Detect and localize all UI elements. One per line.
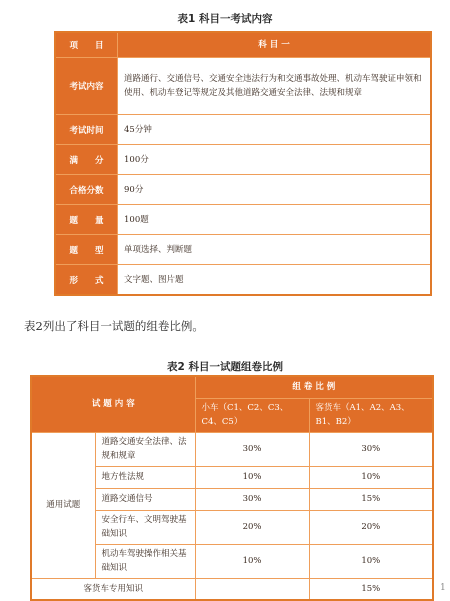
row-label: 题 量 [56,205,118,234]
item-cell: 机动车驾驶操作相关基础知识 [95,544,195,578]
table2-header-row [31,376,433,398]
table1-header-label: 项 目 [56,33,118,57]
car-cell: 30% [195,432,309,466]
row-value: 100题 [124,214,149,225]
row-label: 考试时间 [56,115,118,144]
bus-cell: 10% [309,544,433,578]
row-label: 合格分数 [56,175,118,204]
car-cell: 10% [195,544,309,578]
bus-cell: 15% [309,488,433,510]
car-cell: 30% [195,488,309,510]
table1-row [56,265,430,294]
row-value: 文字题、图片题 [124,274,184,285]
table1-header-value: 科 目 一 [118,33,430,57]
body-paragraph: 表2列出了科目一试题的组卷比例。 [24,319,204,333]
header-content: 试 题 内 容 [31,376,195,432]
table1-row [56,145,430,175]
table1-row [56,175,430,205]
table2 [30,375,434,601]
car-cell: 10% [195,466,309,488]
table1-row [56,205,430,235]
car-cell: 20% [195,510,309,544]
table1-row [56,235,430,265]
bus-cell: 30% [309,432,433,466]
row-value: 45分钟 [124,124,152,135]
row-value: 道路通行、交通信号、交通安全违法行为和交通事故处理、机动车驾驶证申领和使用、机动车登记等规定及其他道路交通安全法律、法规和规章 [124,74,422,98]
header-ratio: 组 卷 比 例 [195,376,433,398]
item-cell: 道路交通安全法律、法规和规章 [95,432,195,466]
table1-row [56,115,430,145]
row-label: 形 式 [56,265,118,294]
table1-row [56,58,430,115]
col-bus: 客货车（A1、A2、A3、B1、B2） [309,398,433,432]
table1-caption: 表1 科目一考试内容 [177,13,273,25]
group-label: 通用试题 [31,432,95,578]
table-row [31,432,433,466]
bus-cell: 10% [309,466,433,488]
table2-caption: 表2 科目一试题组卷比例 [167,361,283,373]
item-cell: 道路交通信号 [95,488,195,510]
row-value: 100分 [124,154,149,165]
row-value: 90分 [124,184,144,195]
row-label: 满 分 [56,145,118,174]
table-row [31,578,433,600]
item-cell: 地方性法规 [95,466,195,488]
special-item: 客货车专用知识 [31,578,195,600]
bus-cell: 15% [309,578,433,600]
bus-cell: 20% [309,510,433,544]
item-cell: 安全行车、文明驾驶基础知识 [95,510,195,544]
table1-header-row [56,33,430,58]
col-car: 小车（C1、C2、C3、C4、C5） [195,398,309,432]
row-value: 单项选择、判断题 [124,244,193,255]
row-label: 题 型 [56,235,118,264]
table1 [54,31,432,296]
car-cell [195,578,309,600]
page-mark: 1 [440,583,446,593]
row-label: 考试内容 [56,58,118,114]
